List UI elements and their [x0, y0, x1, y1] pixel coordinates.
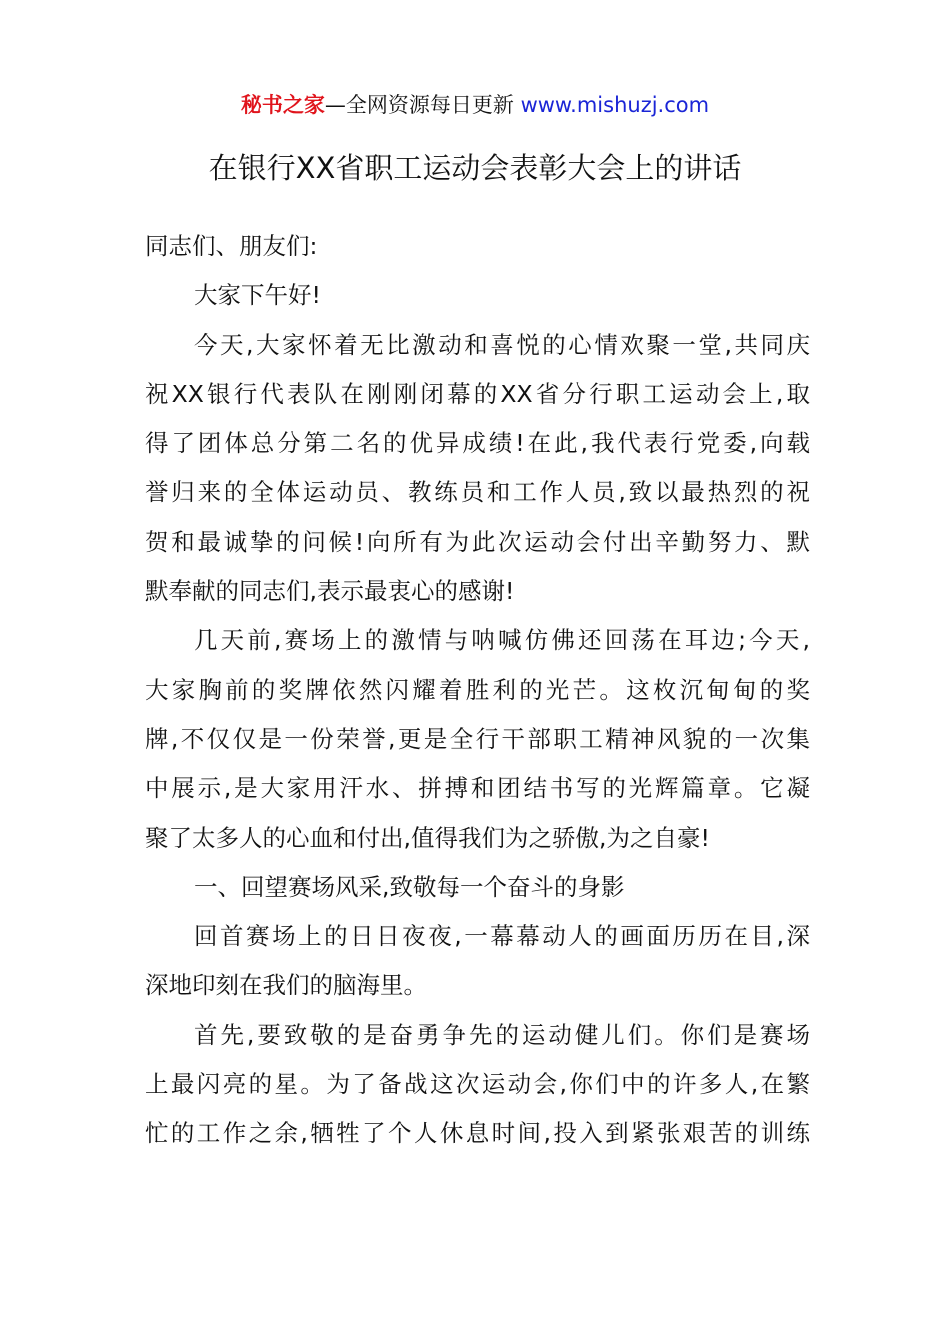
paragraph-line: 深地印刻在我们的脑海里。	[145, 971, 427, 1000]
site-header	[0, 90, 950, 120]
site-tagline: —全网资源每日更新	[324, 93, 521, 117]
site-brand: 秘书之家	[240, 93, 325, 117]
paragraph-line: 祝XX银行代表队在刚刚闭幕的XX省分行职工运动会上,取	[145, 379, 810, 408]
paragraph-line: 默奉献的同志们,表示最衷心的感谢!	[145, 577, 515, 606]
paragraph-line: 贺和最诚挚的问候!向所有为此次运动会付出辛勤努力、默	[145, 527, 810, 556]
paragraph-line: 今天,大家怀着无比激动和喜悦的心情欢聚一堂,共同庆	[194, 330, 810, 359]
site-url-link[interactable]: www.mishuzj.com	[520, 93, 710, 117]
paragraph-line: 誉归来的全体运动员、教练员和工作人员,致以最热烈的祝	[145, 478, 810, 507]
salutation-line: 同志们、朋友们:	[145, 232, 318, 260]
paragraph-line: 得了团体总分第二名的优异成绩!在此,我代表行党委,向载	[145, 429, 810, 458]
paragraph-line: 上最闪亮的星。为了备战这次运动会,你们中的许多人,在繁	[145, 1070, 810, 1099]
document-title: 在银行XX省职工运动会表彰大会上的讲话	[208, 151, 742, 185]
greeting-line: 大家下午好!	[194, 281, 321, 310]
paragraph-line: 几天前,赛场上的激情与呐喊仿佛还回荡在耳边;今天,	[194, 626, 810, 655]
paragraph-line: 忙的工作之余,牺牲了个人休息时间,投入到紧张艰苦的训练	[145, 1119, 810, 1148]
paragraph-line: 牌,不仅仅是一份荣誉,更是全行干部职工精神风貌的一次集	[145, 724, 810, 753]
paragraph-line: 大家胸前的奖牌依然闪耀着胜利的光芒。这枚沉甸甸的奖	[145, 675, 810, 704]
paragraph-line: 首先,要致敬的是奋勇争先的运动健儿们。你们是赛场	[194, 1020, 810, 1049]
paragraph-line: 中展示,是大家用汗水、拼搏和团结书写的光辉篇章。它凝	[145, 774, 810, 803]
paragraph-line: 聚了太多人的心血和付出,值得我们为之骄傲,为之自豪!	[145, 823, 710, 852]
paragraph-line: 回首赛场上的日日夜夜,一幕幕动人的画面历历在目,深	[194, 922, 810, 951]
document-body	[145, 222, 810, 1159]
section-heading: 一、回望赛场风采,致敬每一个奋斗的身影	[194, 872, 625, 901]
